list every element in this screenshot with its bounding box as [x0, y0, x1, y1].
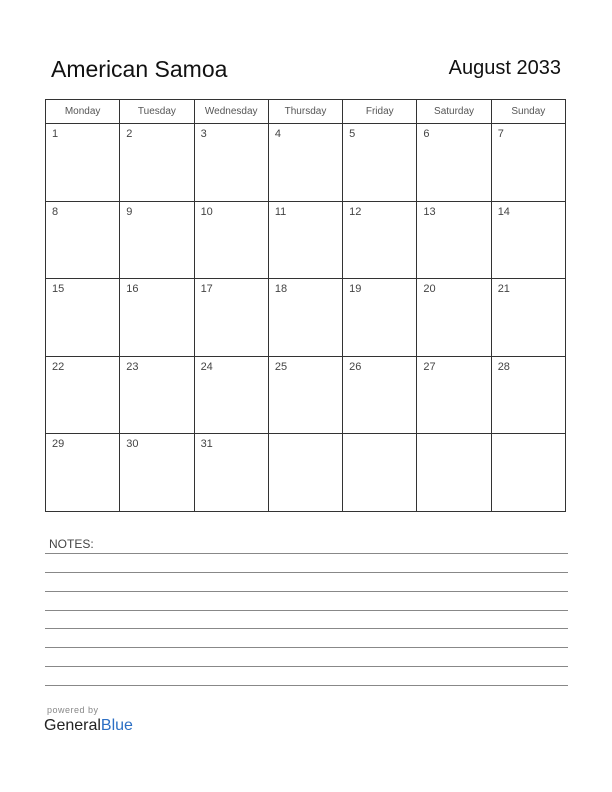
day-number [269, 434, 342, 438]
day-cell [120, 201, 194, 279]
day-number: 31 [200, 438, 213, 451]
day-number: 16 [126, 283, 139, 296]
calendar-grid [45, 99, 566, 512]
day-number: 6 [423, 128, 430, 140]
note-line [45, 647, 568, 648]
day-cell [194, 279, 268, 357]
day-number: 2 [126, 128, 133, 140]
day-number: 23 [126, 360, 139, 373]
day-number: 28 [497, 360, 510, 373]
day-number: 5 [349, 128, 356, 140]
day-number: 11 [274, 205, 287, 218]
day-cell [343, 201, 417, 279]
day-cell [194, 356, 268, 434]
day-cell [491, 356, 565, 434]
day-cell [417, 201, 491, 279]
day-cell [417, 279, 491, 357]
note-line [45, 666, 568, 667]
day-cell [46, 201, 120, 279]
day-cell [46, 356, 120, 434]
day-cell [491, 434, 565, 512]
day-cell [343, 124, 417, 202]
day-cell [417, 434, 491, 512]
day-number: 24 [200, 360, 213, 373]
day-number: 17 [200, 283, 213, 296]
note-line [45, 591, 568, 592]
weekday-header: Wednesday [194, 100, 268, 124]
day-cell [194, 201, 268, 279]
day-number: 14 [497, 205, 510, 218]
weekday-header: Friday [343, 100, 417, 124]
day-number [343, 434, 416, 438]
weekday-header: Thursday [268, 100, 342, 124]
note-line [45, 610, 568, 611]
day-cell [46, 279, 120, 357]
day-cell [491, 124, 565, 202]
day-cell [120, 434, 194, 512]
day-number: 10 [200, 205, 213, 218]
day-cell [491, 279, 565, 357]
day-number: 4 [274, 128, 281, 140]
day-cell [268, 356, 342, 434]
day-cell [491, 201, 565, 279]
day-number: 15 [52, 283, 65, 296]
day-cell [46, 434, 120, 512]
day-cell [194, 124, 268, 202]
month-title: August 2033 [448, 57, 561, 79]
day-cell [120, 124, 194, 202]
day-number: 1 [52, 128, 59, 140]
day-number: 25 [274, 360, 288, 373]
note-line [45, 572, 568, 573]
brand-logo [44, 717, 133, 735]
note-line [45, 553, 568, 554]
weekday-header-row [46, 100, 566, 124]
day-number: 3 [200, 128, 207, 140]
day-number: 27 [423, 360, 436, 373]
weekday-header: Monday [46, 100, 120, 124]
day-number: 7 [497, 128, 504, 140]
day-cell [268, 434, 342, 512]
day-number: 22 [52, 360, 65, 373]
day-cell [120, 279, 194, 357]
day-cell [46, 124, 120, 202]
powered-by-text: powered by [47, 705, 99, 715]
note-line [45, 628, 568, 629]
day-number [417, 434, 490, 438]
weekday-header: Sunday [491, 100, 565, 124]
day-number: 12 [349, 205, 362, 218]
brand-blue: Blue [100, 717, 133, 734]
week-row [46, 434, 566, 512]
weekday-header: Tuesday [120, 100, 194, 124]
week-row [46, 279, 566, 357]
day-cell [194, 434, 268, 512]
notes-label: NOTES: [49, 537, 94, 551]
week-row [46, 356, 566, 434]
week-row [46, 201, 566, 279]
day-cell [417, 124, 491, 202]
day-number: 18 [274, 283, 288, 296]
day-cell [343, 434, 417, 512]
day-number: 13 [423, 205, 436, 218]
day-cell [417, 356, 491, 434]
day-number: 26 [349, 360, 362, 373]
day-cell [343, 279, 417, 357]
day-number: 8 [52, 205, 59, 218]
day-cell [268, 279, 342, 357]
region-title: American Samoa [51, 56, 228, 82]
day-number: 20 [423, 283, 436, 296]
day-number: 9 [126, 205, 133, 218]
week-row [46, 124, 566, 202]
day-cell [268, 201, 342, 279]
note-line [45, 685, 568, 686]
day-cell [268, 124, 342, 202]
day-cell [343, 356, 417, 434]
day-number: 30 [126, 438, 139, 451]
day-number: 21 [497, 283, 510, 296]
day-cell [120, 356, 194, 434]
day-number: 19 [349, 283, 362, 296]
brand-general: General [44, 717, 101, 734]
weekday-header: Saturday [417, 100, 491, 124]
day-number: 29 [52, 438, 65, 451]
day-number [492, 434, 565, 438]
